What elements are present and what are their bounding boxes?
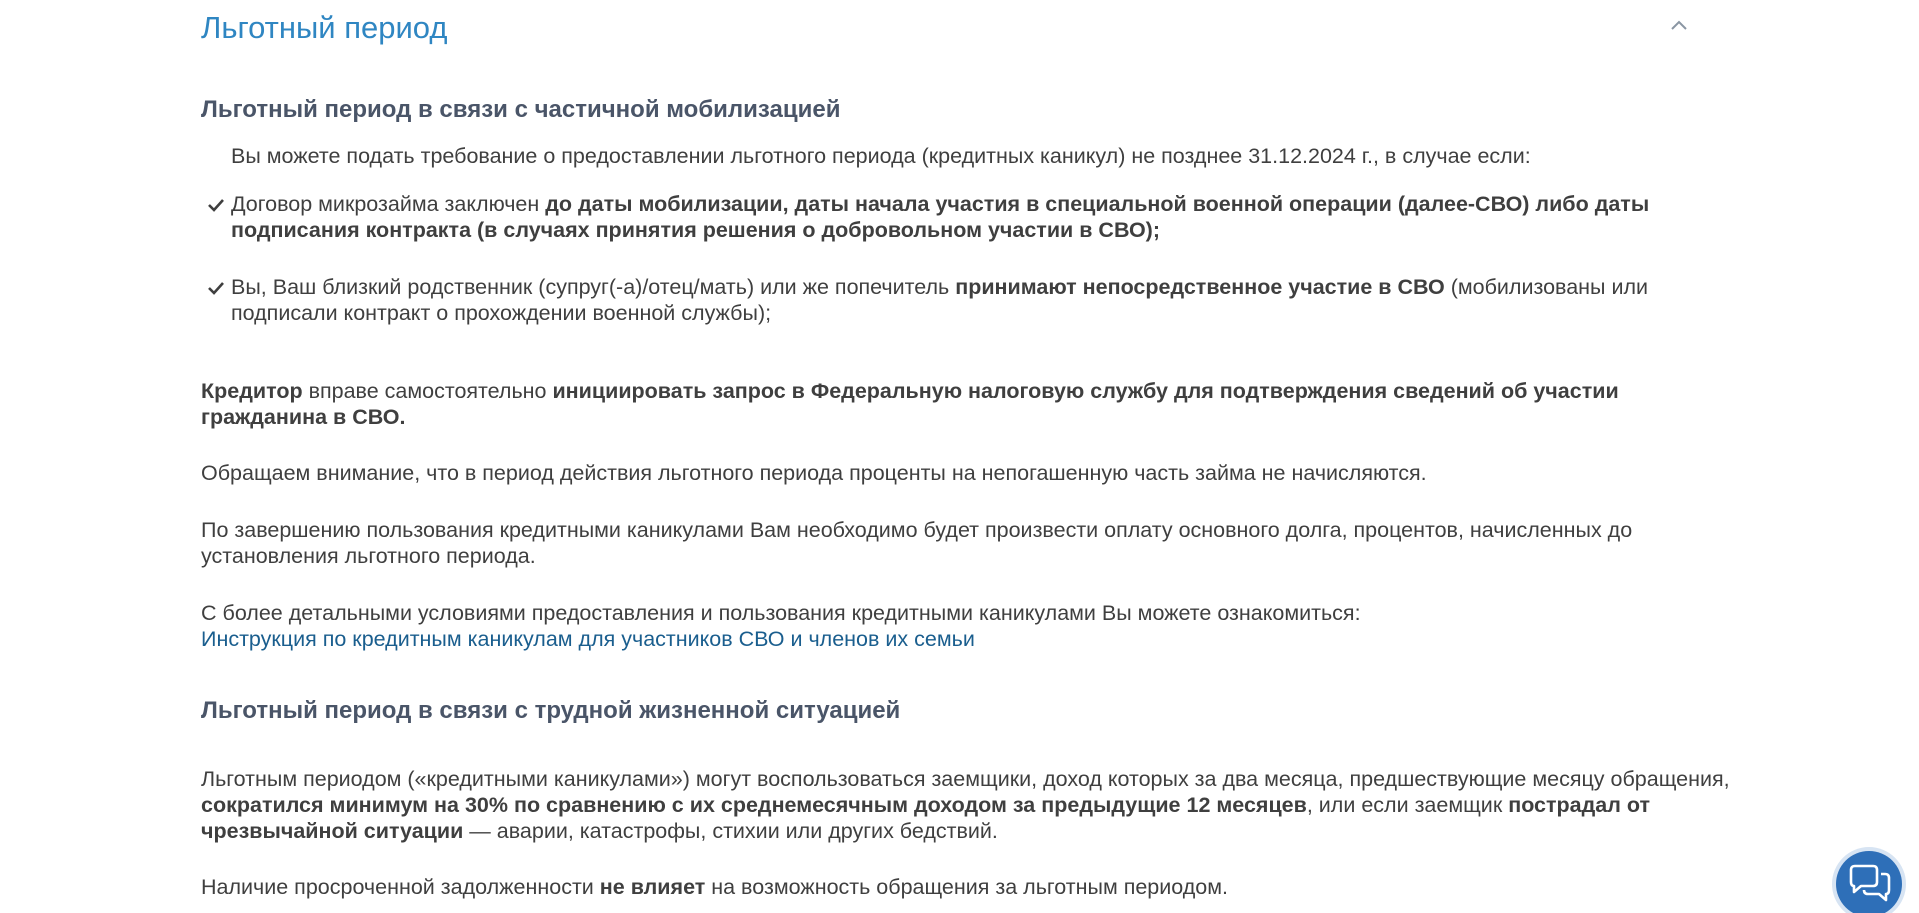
- section-heading-hardship: Льготный период в связи с трудной жизненной ситуацией: [201, 697, 901, 724]
- hardship-text: — аварии, катастрофы, стихии или других бедствий.: [463, 819, 998, 843]
- list-item: [231, 191, 1731, 243]
- creditor-bold: Кредитор: [201, 379, 303, 403]
- checkmark-icon: [207, 281, 225, 295]
- list-item: [231, 274, 1731, 326]
- chat-bubbles-icon: [1847, 864, 1893, 904]
- overdue-text: на возможность обращения за льготным периодом.: [705, 875, 1229, 899]
- section-heading-mobilization: Льготный период в связи с частичной мобилизацией: [201, 96, 841, 123]
- chevron-up-icon[interactable]: [1669, 18, 1689, 32]
- payment-note: По завершению пользования кредитными каникулами Вам необходимо будет произвести оплату основного долга, процентов, начисленных до установления льготного периода.: [201, 518, 1633, 568]
- accordion-header-grace-period[interactable]: [201, 6, 1701, 50]
- overdue-paragraph: [201, 874, 1731, 900]
- list-item-text: Договор микрозайма заключен: [231, 192, 546, 216]
- hardship-bold-emergency: пострадал от чрезвычайной ситуации: [201, 793, 1650, 843]
- checkmark-icon: [207, 198, 225, 212]
- accordion-title[interactable]: Льготный период: [201, 10, 448, 45]
- list-item-text: (мобилизованы или подписали контракт о прохождении военной службы);: [231, 275, 1649, 325]
- overdue-bold: не влияет: [599, 875, 706, 899]
- hardship-bold-income: сократился минимум на 30% по сравнению с их среднемесячным доходом за предыдущие 12 месяцев: [201, 793, 1307, 817]
- interest-note: Обращаем внимание, что в период действия льготного периода проценты на непогашенную часть займа не начисляются.: [201, 461, 1427, 485]
- creditor-bold-request: инициировать запрос в Федеральную налоговую службу для подтверждения сведений об участии гражданина в СВО.: [201, 379, 1619, 429]
- details-text: С более детальными условиями предоставления и пользования кредитными каникулами Вы можете ознакомиться:: [201, 601, 1361, 625]
- list-item-bold: принимают непосредственное участие в СВО: [955, 275, 1445, 299]
- creditor-paragraph: [201, 378, 1731, 430]
- instruction-link[interactable]: Инструкция по кредитным каникулам для участников СВО и членов их семьи: [201, 627, 975, 651]
- creditor-text: вправе самостоятельно: [302, 379, 553, 403]
- hardship-text: Льготным периодом («кредитными каникулами») могут воспользоваться заемщики, доход которых за два месяца, предшествующие месяцу обращения,: [201, 767, 1730, 791]
- list-item-text: Вы, Ваш близкий родственник (супруг(-а)/отец/мать) или же попечитель: [231, 275, 956, 299]
- chat-button[interactable]: [1836, 851, 1902, 913]
- details-paragraph: [201, 600, 1731, 652]
- mobilization-intro: Вы можете подать требование о предоставлении льготного периода (кредитных каникул) не позднее 31.12.2024 г., в случае если:: [231, 144, 1531, 168]
- hardship-paragraph: [201, 766, 1731, 844]
- list-item-bold: до даты мобилизации, даты начала участия в специальной военной операции (далее-СВО) либо даты подписания контракта (в случаях принятия решения о добровольном участии в СВО);: [231, 192, 1650, 242]
- overdue-text: Наличие просроченной задолженности: [201, 875, 600, 899]
- hardship-text: , или если заемщик: [1306, 793, 1509, 817]
